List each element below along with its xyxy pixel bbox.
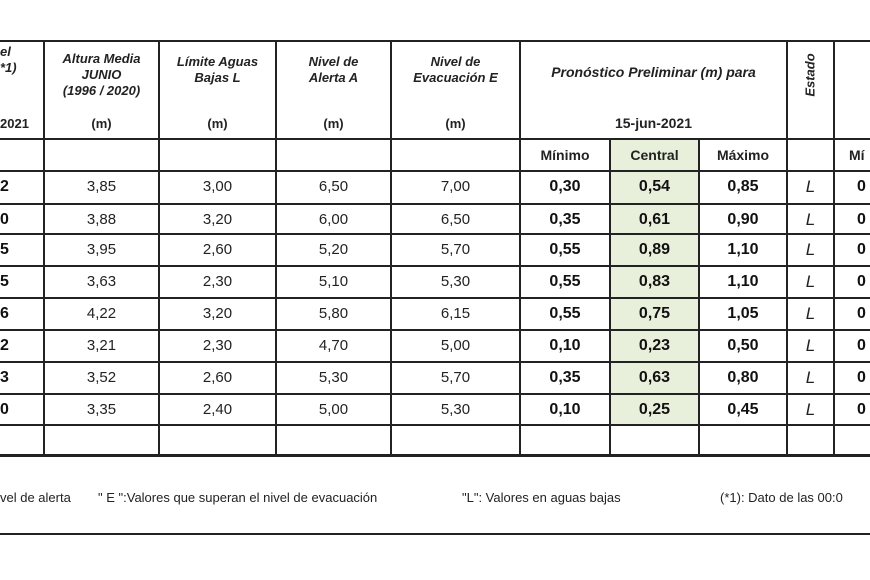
cell-estado: L	[805, 399, 816, 419]
cell-min: 0,55	[549, 240, 581, 258]
cell-next: 0	[857, 210, 866, 228]
cell-limite: 3,20	[202, 211, 233, 228]
cell-evacuacion: 5,70	[440, 241, 471, 258]
header-altura-line1: Altura Media	[62, 51, 141, 66]
cell-alerta: 5,10	[318, 273, 349, 290]
footer-alerta: vel de alerta	[0, 490, 71, 505]
header-evacuacion	[392, 44, 519, 94]
cell-next: 0	[857, 304, 866, 322]
cell-max: 0,80	[727, 368, 759, 386]
cell-alerta: 4,70	[318, 337, 349, 354]
cell-min: 0,55	[549, 272, 581, 290]
cell-min: 0,35	[549, 368, 581, 386]
header-limite-unit	[160, 110, 275, 136]
cell-alerta: 6,50	[318, 178, 349, 195]
cell-altura: 3,63	[86, 273, 117, 290]
header-evacuacion-line2: Evacuación E	[413, 70, 498, 85]
footer-nota: (*1): Dato de las 00:0	[720, 490, 843, 505]
cell-min: 0,35	[549, 210, 581, 228]
cell-col0: 0	[0, 210, 9, 228]
row-line	[0, 424, 870, 426]
cell-next: 0	[857, 177, 866, 195]
cell-limite: 2,30	[202, 273, 233, 290]
cell-next: 0	[857, 336, 866, 354]
header-estado	[788, 42, 833, 108]
cell-evacuacion: 6,15	[440, 305, 471, 322]
subheader-central	[611, 140, 698, 170]
header-pronostico-date-text: 15-jun-2021	[614, 115, 693, 131]
cell-min: 0,10	[549, 400, 581, 418]
header-evacuacion-unit	[392, 110, 519, 136]
cell-evacuacion: 5,00	[440, 337, 471, 354]
cell-col0: 2	[0, 336, 9, 354]
cell-evacuacion: 5,70	[440, 369, 471, 386]
cell-next: 0	[857, 368, 866, 386]
header-pronostico-text: Pronóstico Preliminar (m) para	[551, 64, 756, 80]
header-evacuacion-unit-text: (m)	[445, 115, 466, 131]
cell-central: 0,89	[638, 240, 671, 258]
cell-limite: 2,60	[202, 241, 233, 258]
cell-evacuacion: 6,50	[440, 211, 471, 228]
header-col0-line1: el	[0, 44, 11, 59]
cell-estado: L	[805, 303, 816, 323]
footer-line	[0, 533, 870, 535]
header-col0-line2: *1)	[0, 60, 17, 75]
cell-alerta: 6,00	[318, 211, 349, 228]
cell-central: 0,75	[638, 304, 671, 322]
cell-col0: 5	[0, 272, 9, 290]
cell-central: 0,61	[638, 210, 671, 228]
subheader-min-cut	[835, 140, 870, 170]
cell-next: 0	[857, 272, 866, 290]
header-limite-line2: Bajas L	[194, 70, 241, 85]
footer-bajas: "L": Valores en aguas bajas	[462, 490, 621, 505]
cell-max: 0,85	[727, 177, 759, 195]
cell-estado: L	[805, 335, 816, 355]
subheader-min-cut-text: Mí	[849, 147, 865, 163]
cell-col0: 3	[0, 368, 9, 386]
header-altura-line2: JUNIO	[81, 67, 122, 82]
subheader-central-text: Central	[630, 147, 679, 163]
header-col0-year-text: 2021	[0, 115, 29, 131]
header-alerta-line1: Nivel de	[308, 54, 359, 69]
cell-limite: 2,40	[202, 401, 233, 418]
cell-max: 1,05	[727, 304, 759, 322]
subheader-max-text: Máximo	[716, 147, 770, 163]
header-alerta-unit	[277, 110, 390, 136]
cell-central: 0,63	[638, 368, 671, 386]
cell-alerta: 5,00	[318, 401, 349, 418]
header-altura-line3: (1996 / 2020)	[62, 83, 141, 98]
cell-limite: 2,60	[202, 369, 233, 386]
cell-central: 0,83	[638, 272, 671, 290]
cell-limite: 3,20	[202, 305, 233, 322]
cell-estado: L	[805, 209, 816, 229]
cell-altura: 3,85	[86, 178, 117, 195]
cell-next: 0	[857, 240, 866, 258]
cell-max: 0,50	[727, 336, 759, 354]
cell-evacuacion: 5,30	[440, 401, 471, 418]
cell-estado: L	[805, 176, 816, 196]
cell-limite: 2,30	[202, 337, 233, 354]
cell-min: 0,55	[549, 304, 581, 322]
cell-estado: L	[805, 239, 816, 259]
subheader-max	[700, 140, 786, 170]
header-evacuacion-line1: Nivel de	[430, 54, 481, 69]
table-border-bottom	[0, 454, 870, 457]
cell-evacuacion: 5,30	[440, 273, 471, 290]
cell-col0: 0	[0, 400, 9, 418]
header-limite-line1: Límite Aguas	[176, 54, 259, 69]
header-alerta-line2: Alerta A	[308, 70, 359, 85]
cell-evacuacion: 7,00	[440, 178, 471, 195]
subheader-min	[521, 140, 609, 170]
cell-max: 1,10	[727, 272, 759, 290]
cell-altura: 3,52	[86, 369, 117, 386]
cell-max: 0,90	[727, 210, 759, 228]
header-altura-unit	[45, 110, 158, 136]
header-col0-year	[0, 110, 43, 136]
cell-alerta: 5,80	[318, 305, 349, 322]
cell-central: 0,54	[638, 177, 671, 195]
header-pronostico-date	[521, 110, 786, 136]
cell-altura: 3,88	[86, 211, 117, 228]
cell-altura: 4,22	[86, 305, 117, 322]
header-limite	[160, 44, 275, 94]
subheader-min-text: Mínimo	[540, 147, 590, 163]
cell-max: 1,10	[727, 240, 759, 258]
header-estado-text: Estado	[802, 53, 818, 97]
footer-evacuacion: " E ":Valores que superan el nivel de evacuación	[98, 490, 378, 505]
cell-alerta: 5,30	[318, 369, 349, 386]
cell-col0: 6	[0, 304, 9, 322]
header-altura	[45, 42, 158, 108]
header-col0	[0, 42, 43, 102]
cell-col0: 2	[0, 177, 9, 195]
cell-altura: 3,21	[86, 337, 117, 354]
cell-min: 0,10	[549, 336, 581, 354]
cell-estado: L	[805, 367, 816, 387]
cell-next: 0	[857, 400, 866, 418]
cell-col0: 5	[0, 240, 9, 258]
cell-limite: 3,00	[202, 178, 233, 195]
header-pronostico	[521, 60, 786, 84]
cell-max: 0,45	[727, 400, 759, 418]
header-altura-unit-text: (m)	[91, 115, 112, 131]
cell-central: 0,25	[638, 400, 671, 418]
cell-altura: 3,35	[86, 401, 117, 418]
header-limite-unit-text: (m)	[207, 115, 228, 131]
cell-alerta: 5,20	[318, 241, 349, 258]
cell-central: 0,23	[638, 336, 671, 354]
cell-min: 0,30	[549, 177, 581, 195]
header-alerta-unit-text: (m)	[323, 115, 344, 131]
cell-estado: L	[805, 271, 816, 291]
header-alerta	[277, 44, 390, 94]
cell-altura: 3,95	[86, 241, 117, 258]
